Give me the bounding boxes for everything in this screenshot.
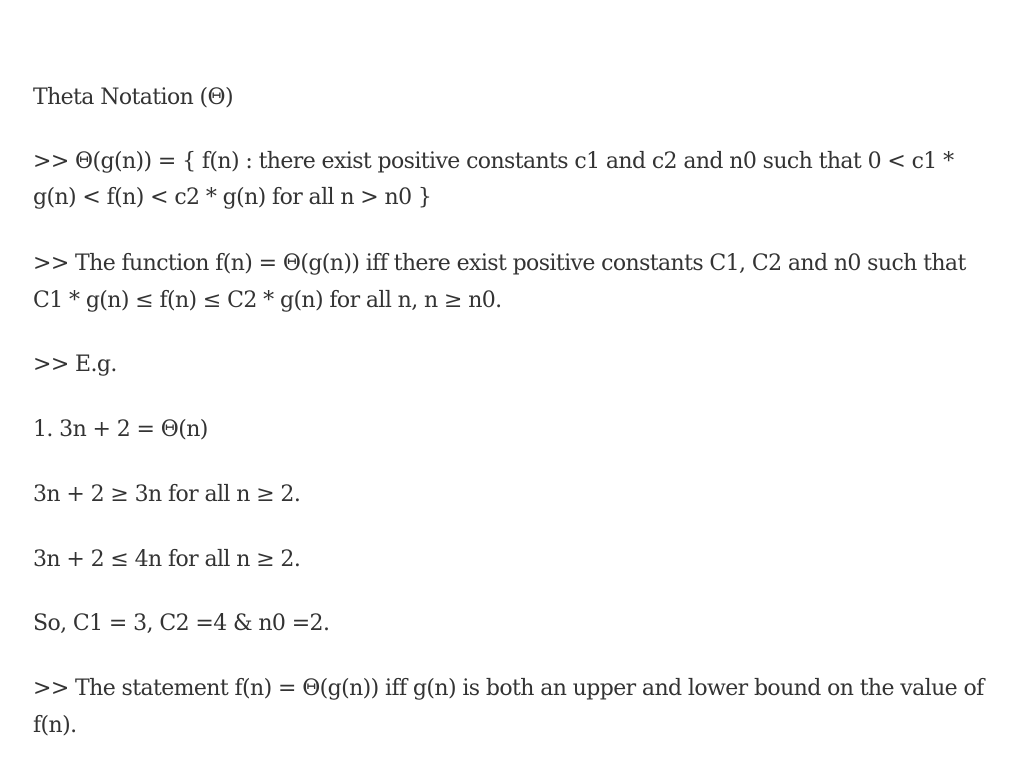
definition-line-2: g(n) < f(n) < c2 * g(n) for all n > n0 } xyxy=(33,185,432,210)
function-statement-line-1: >> The function f(n) = Θ(g(n)) iff there exist positive constants C1, C2 and n0 such that xyxy=(33,251,966,276)
definition-line-1: >> Θ(g(n)) = { f(n) : there exist positive constants c1 and c2 and n0 such that 0 < c1 * xyxy=(33,149,954,174)
bound-statement-line-1: >> The statement f(n) = Θ(g(n)) iff g(n) is both an upper and lower bound on the value of xyxy=(33,676,984,701)
bound-statement-line-2: f(n). xyxy=(33,713,77,738)
example-step-1: 3n + 2 ≥ 3n for all n ≥ 2. xyxy=(33,482,301,507)
example-item-1: 1. 3n + 2 = Θ(n) xyxy=(33,417,208,442)
example-step-2: 3n + 2 ≤ 4n for all n ≥ 2. xyxy=(33,547,301,572)
example-label: >> E.g. xyxy=(33,352,117,377)
example-conclusion: So, C1 = 3, C2 =4 & n0 =2. xyxy=(33,611,330,636)
function-statement-line-2: C1 * g(n) ≤ f(n) ≤ C2 * g(n) for all n, n ≥ n0. xyxy=(33,288,502,313)
document-title: Theta Notation (Θ) xyxy=(33,85,233,110)
